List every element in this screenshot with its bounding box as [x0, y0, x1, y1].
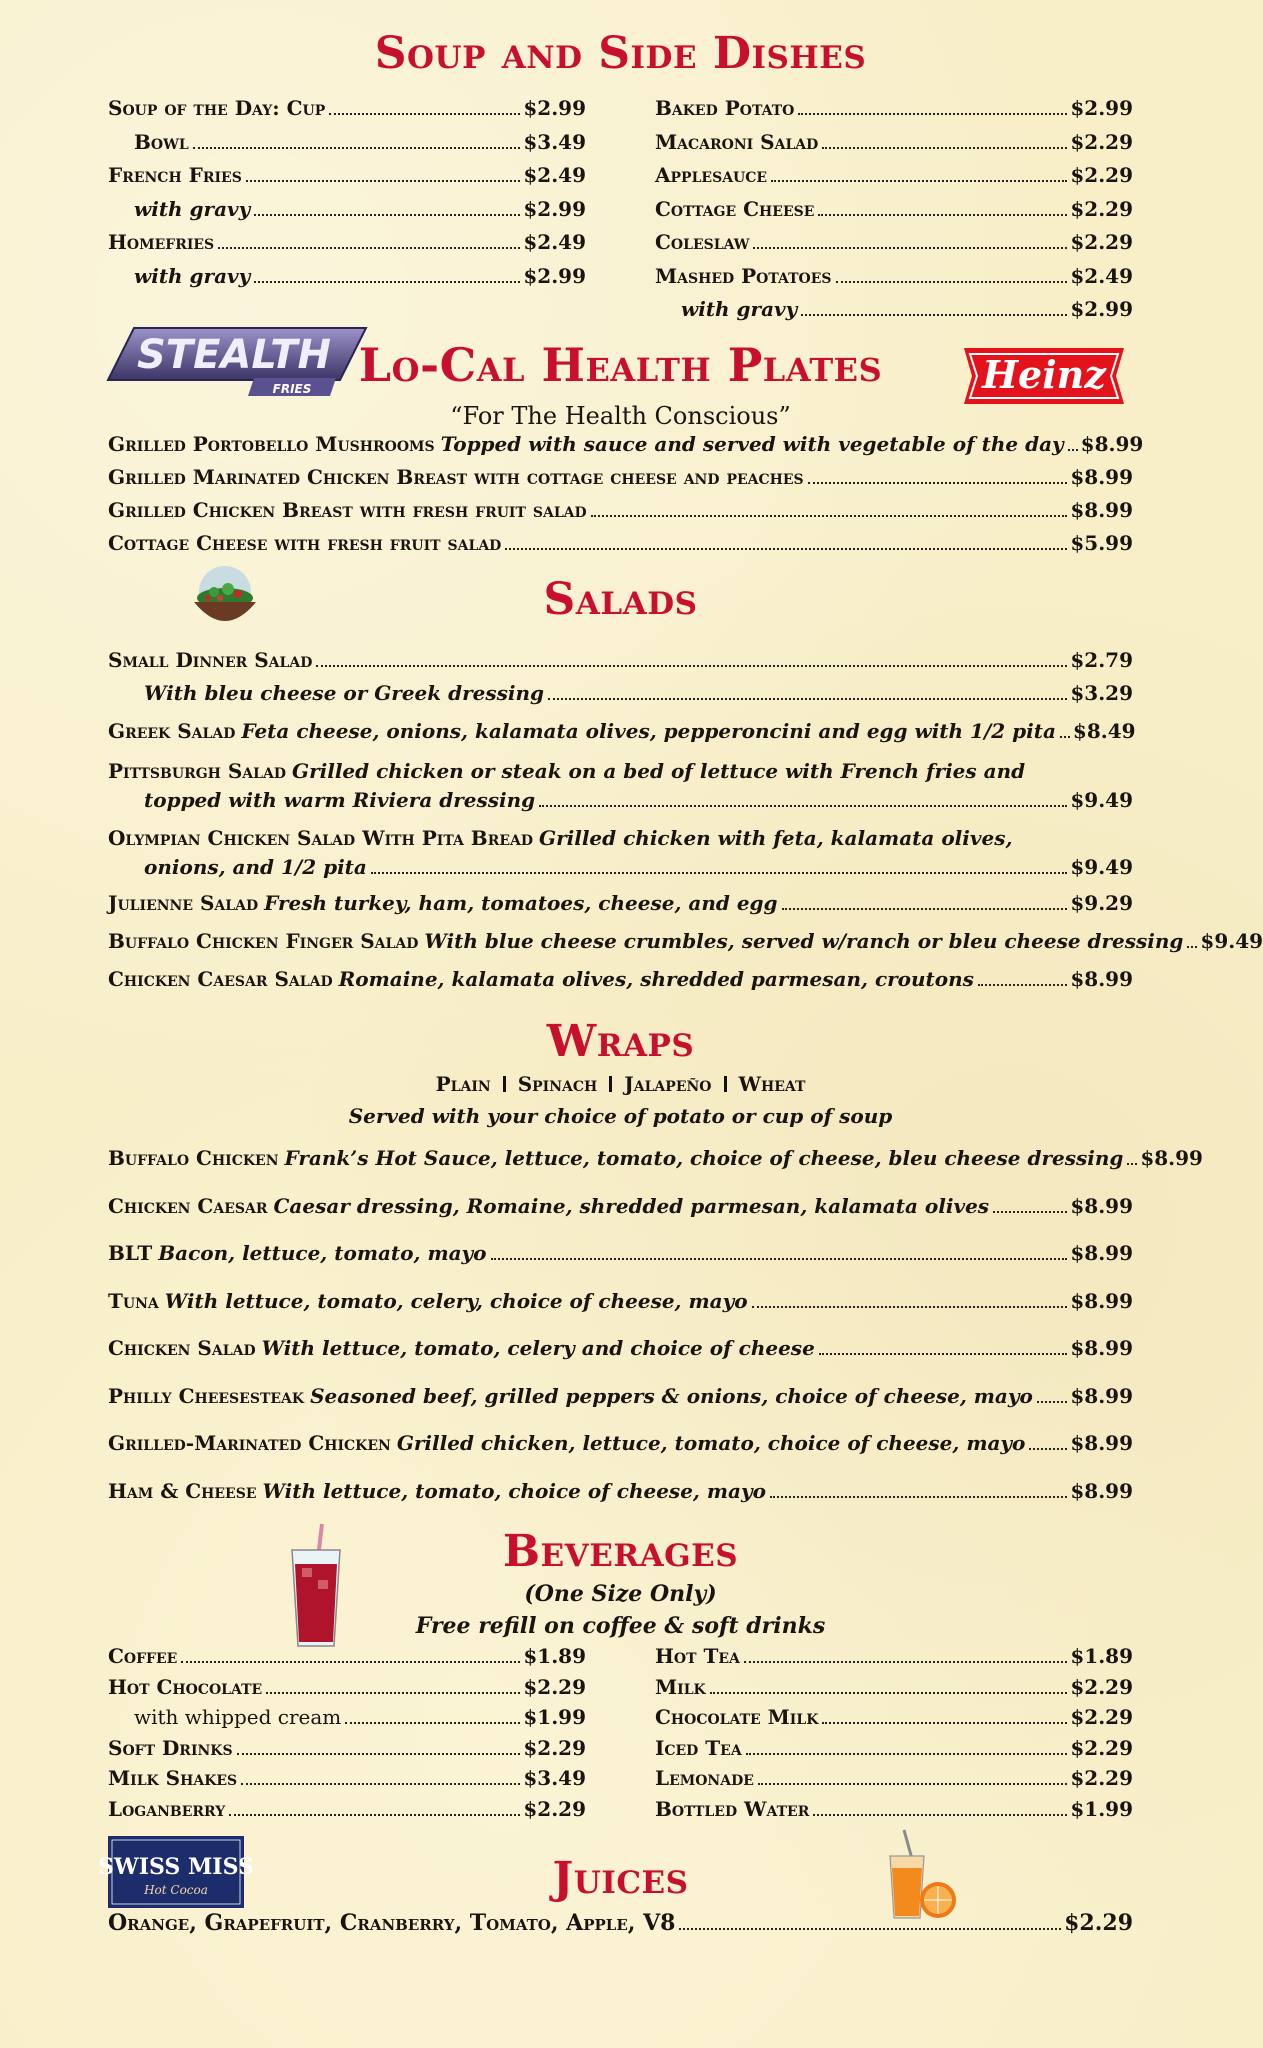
leader-dots: [246, 180, 521, 182]
leader-dots: [808, 482, 1068, 484]
menu-item-price: $8.99: [1070, 1288, 1133, 1313]
menu-item-name: Baked Potato: [655, 96, 795, 120]
option-separator: [609, 1076, 612, 1092]
menu-item-price: $2.29: [1070, 196, 1133, 221]
menu-item-price: $8.99: [1070, 465, 1133, 489]
leader-dots: [1068, 449, 1078, 451]
leader-dots: [237, 1753, 521, 1755]
menu-item-price: $8.99: [1070, 1336, 1133, 1360]
menu-item-name: Cottage Cheese: [655, 196, 815, 221]
menu-item-price: $2.29: [523, 1674, 586, 1699]
menu-item-price: $1.99: [523, 1705, 586, 1729]
menu-item-price: $2.99: [1070, 297, 1133, 321]
menu-item-price: $2.29: [1070, 230, 1133, 254]
menu-item: [655, 1766, 1133, 1797]
leader-dots: [770, 1496, 1067, 1498]
menu-item-name: Milk: [655, 1674, 706, 1699]
menu-item-price: $2.99: [523, 196, 586, 221]
menu-item-description: Bacon, lettuce, tomato, mayo: [158, 1241, 487, 1265]
menu-item: [655, 297, 1133, 331]
menu-item-price: $8.99: [1080, 432, 1144, 456]
leader-dots: [771, 180, 1067, 182]
menu-item-description: Grilled chicken, lettuce, tomato, choice of cheese, mayo: [396, 1431, 1026, 1455]
menu-item-price: $2.99: [523, 96, 586, 120]
menu-item-price: $2.29: [1070, 1766, 1133, 1790]
wrap-option: Spinach: [517, 1072, 598, 1096]
menu-item: [108, 1736, 586, 1767]
leader-dots: [193, 147, 521, 149]
menu-item: [108, 1289, 1133, 1337]
menu-item: [108, 465, 1133, 498]
swiss-miss-brand: SWISS MISS: [98, 1854, 254, 1880]
leader-dots: [241, 1783, 520, 1785]
menu-item: [108, 1146, 1203, 1194]
soup-columns: [108, 96, 1133, 331]
menu-item-price: $2.29: [1070, 163, 1133, 187]
beverages-columns: [108, 1644, 1133, 1827]
wrap-option: Jalapeño: [624, 1072, 712, 1096]
menu-item-name: Chicken Caesar: [108, 1193, 268, 1218]
heinz-logo-text: Heinz: [982, 352, 1106, 397]
menu-item: [108, 1797, 586, 1828]
menu-item-name: Grilled Chicken Breast with fresh fruit salad: [108, 498, 587, 522]
menu-item-name: with gravy: [134, 196, 251, 221]
menu-item-price: $8.99: [1070, 1478, 1133, 1503]
menu-item: [655, 264, 1133, 298]
menu-item: [108, 264, 586, 298]
wraps-section-title: Wraps: [546, 1016, 695, 1067]
leader-dots: [753, 247, 1067, 249]
swiss-miss-sub: Hot Cocoa: [144, 1883, 208, 1897]
leader-dots: [229, 1814, 520, 1816]
leader-dots: [801, 314, 1067, 316]
menu-item: [108, 197, 586, 231]
menu-item-description: With lettuce, tomato, celery and choice of cheese: [261, 1336, 815, 1360]
leader-dots: [798, 113, 1067, 115]
wrap-options: [108, 1072, 1133, 1096]
orange-juice-image: [868, 1826, 964, 1922]
menu-item-price: $1.89: [1070, 1644, 1133, 1668]
leader-dots: [818, 214, 1067, 216]
menu-item-description: Seasoned beef, grilled peppers & onions, choice of cheese, mayo: [310, 1383, 1033, 1408]
leader-dots: [710, 1692, 1068, 1694]
soup-right-column: [655, 96, 1133, 331]
menu-item-description: Caesar dressing, Romaine, shredded parmesan, kalamata olives: [273, 1193, 990, 1218]
menu-item-price: $2.99: [1070, 96, 1133, 120]
salad-olympian: Olympian Chicken Salad With Pita Bread Grilled chicken with feta, kalamata olives, onions, and 1/2 pita $9.49: [108, 826, 1133, 879]
menu-item: [655, 1797, 1133, 1828]
menu-item-price: $2.29: [1070, 1674, 1133, 1699]
leader-dots: [218, 247, 520, 249]
menu-item-name: Buffalo Chicken: [108, 1146, 279, 1170]
menu-item: [108, 1194, 1133, 1242]
juices-row: [108, 1910, 1133, 1943]
menu-item: [108, 130, 586, 164]
menu-item-price: $1.99: [1070, 1796, 1133, 1821]
menu-item-price: $8.99: [1070, 498, 1133, 522]
menu-item-price: $2.29: [523, 1796, 586, 1821]
salad-small-dressing: With bleu cheese or Greek dressing $3.29: [144, 681, 1133, 705]
beverages-left-column: [108, 1644, 586, 1827]
menu-item-price: $8.99: [1070, 1193, 1133, 1218]
beverages-section-title: Beverages: [502, 1526, 739, 1577]
beverages-note-size: (One Size Only): [524, 1581, 717, 1607]
menu-item-name: Tuna: [108, 1288, 159, 1313]
menu-item: [108, 230, 586, 264]
locall-tagline: “For The Health Conscious”: [450, 402, 791, 430]
leader-dots: [752, 1306, 1068, 1308]
menu-item-price: $2.99: [523, 263, 586, 288]
menu-item-name: Coleslaw: [655, 230, 750, 254]
salad-small: Small Dinner Salad $2.79: [108, 648, 1133, 672]
menu-item-price: $8.99: [1140, 1146, 1203, 1170]
menu-item: [655, 96, 1133, 130]
wrap-option: Plain: [435, 1072, 491, 1096]
menu-item: [655, 1705, 1133, 1736]
salad-julienne: Julienne Salad Fresh turkey, ham, tomatoes, cheese, and egg $9.29: [108, 891, 1133, 915]
leader-dots: [254, 281, 520, 283]
salad-greek: Greek Salad Feta cheese, onions, kalamata olives, pepperoncini and egg with 1/2 pita $8.49: [108, 719, 1136, 743]
menu-item-name: Homefries: [108, 230, 215, 254]
menu-item-name: Soup of the Day: Cup: [108, 96, 326, 120]
leader-dots: [591, 515, 1068, 517]
menu-item-name: Soft Drinks: [108, 1735, 233, 1760]
leader-dots: [345, 1722, 520, 1724]
salad-buffalo: Buffalo Chicken Finger Salad With blue cheese crumbles, served w/ranch or bleu cheese dressing $9.49: [108, 929, 1263, 953]
beverages-right-column: [655, 1644, 1133, 1827]
juices-price: $2.29: [1064, 1910, 1133, 1936]
menu-item-name: French Fries: [108, 163, 242, 187]
menu-item-name: Mashed Potatoes: [655, 263, 832, 288]
menu-item-price: $2.49: [1070, 263, 1133, 288]
menu-item: [108, 1705, 586, 1736]
menu-item: [108, 1479, 1133, 1527]
menu-item-price: $8.99: [1070, 1241, 1133, 1265]
menu-item-name: Bowl: [134, 129, 189, 154]
menu-item: [655, 230, 1133, 264]
menu-item-price: $2.29: [523, 1735, 586, 1760]
leader-dots: [822, 1722, 1067, 1724]
wraps-list: [108, 1146, 1203, 1526]
option-separator: [724, 1076, 727, 1092]
menu-item-price: $2.29: [1070, 1735, 1133, 1760]
menu-item: [655, 1675, 1133, 1706]
stealth-logo-subtext: FRIES: [272, 382, 312, 396]
menu-item-price: $2.49: [523, 230, 586, 254]
leader-dots: [491, 1258, 1068, 1260]
leader-dots: [1127, 1163, 1137, 1165]
salad-caesar: Chicken Caesar Salad Romaine, kalamata olives, shredded parmesan, croutons $8.99: [108, 967, 1133, 991]
soup-section-title: Soup and Side Dishes: [374, 28, 867, 79]
juices-section-title: Juices: [552, 1853, 689, 1904]
menu-item: [655, 1736, 1133, 1767]
menu-item-name: Grilled Marinated Chicken Breast with cottage cheese and peaches: [108, 465, 804, 489]
menu-item-name: with whipped cream: [134, 1705, 342, 1729]
menu-item-price: $2.29: [1070, 1705, 1133, 1729]
menu-item-price: $1.89: [523, 1644, 586, 1668]
menu-item-price: $3.49: [523, 1766, 586, 1790]
leader-dots: [819, 1353, 1068, 1355]
menu-item-name: Hot Tea: [655, 1644, 740, 1668]
leader-dots: [993, 1211, 1067, 1213]
leader-dots: [836, 281, 1068, 283]
menu-item-price: $8.99: [1070, 1431, 1133, 1455]
menu-item: [108, 1431, 1133, 1479]
menu-item-description: Frank’s Hot Sauce, lettuce, tomato, choice of cheese, bleu cheese dressing: [284, 1146, 1124, 1170]
leader-dots: [813, 1814, 1067, 1816]
leader-dots: [266, 1692, 520, 1694]
menu-item-name: Hot Chocolate: [108, 1674, 263, 1699]
menu-item: [108, 1675, 586, 1706]
menu-item-price: $3.49: [523, 129, 586, 154]
menu-item-name: Ham & Cheese: [108, 1478, 257, 1503]
menu-item: [655, 1644, 1133, 1675]
menu-item-name: Chocolate Milk: [655, 1705, 819, 1729]
salads-list: [108, 648, 1263, 1005]
menu-item: [655, 197, 1133, 231]
menu-item: [108, 1766, 586, 1797]
menu-item-name: Bottled Water: [655, 1796, 810, 1821]
menu-item-description: With lettuce, tomato, choice of cheese, mayo: [262, 1478, 766, 1503]
leader-dots: [1037, 1401, 1068, 1403]
menu-item-name: Grilled Portobello Mushrooms: [108, 432, 435, 456]
soup-left-column: [108, 96, 586, 331]
leader-dots: [822, 147, 1067, 149]
menu-item: [108, 531, 1133, 564]
menu-item: [108, 1384, 1133, 1432]
menu-item-name: Macaroni Salad: [655, 129, 819, 154]
menu-item: [108, 1241, 1133, 1289]
menu-item: [108, 432, 1144, 465]
leader-dots: [1029, 1448, 1067, 1450]
leader-dots: [329, 113, 520, 115]
menu-item-name: Applesauce: [655, 163, 768, 187]
menu-item-name: with gravy: [681, 297, 798, 321]
leader-dots: [746, 1753, 1068, 1755]
menu-item-price: $5.99: [1070, 531, 1133, 555]
salads-section-title: Salads: [543, 574, 698, 625]
salad-pittsburgh: Pittsburgh Salad Grilled chicken or steak on a bed of lettuce with French fries and topped with warm Riviera dressing $9.49: [108, 759, 1133, 812]
leader-dots: [744, 1661, 1067, 1663]
menu-item-description: Topped with sauce and served with vegetable of the day: [440, 432, 1064, 456]
menu-item: [655, 130, 1133, 164]
menu-item-name: Loganberry: [108, 1796, 226, 1821]
leader-dots: [254, 214, 520, 216]
menu-item: [108, 163, 586, 197]
menu-item-name: Lemonade: [655, 1766, 754, 1790]
beverages-note-refill: Free refill on coffee & soft drinks: [415, 1613, 826, 1639]
locall-items: [108, 432, 1144, 564]
leader-dots: [181, 1661, 520, 1663]
leader-dots: [758, 1783, 1067, 1785]
menu-item-name: Cottage Cheese with fresh fruit salad: [108, 531, 502, 555]
option-separator: [503, 1076, 506, 1092]
menu-item: [108, 96, 586, 130]
juices-list: Orange, Grapefruit, Cranberry, Tomato, Apple, V8: [108, 1910, 676, 1936]
menu-item: [655, 163, 1133, 197]
locall-section-title: Lo-Cal Health Plates: [358, 338, 883, 392]
menu-item-name: Iced Tea: [655, 1735, 742, 1760]
menu-item: [108, 498, 1133, 531]
menu-item-name: BLT: [108, 1241, 153, 1265]
menu-item-price: $2.49: [523, 163, 586, 187]
menu-item-price: $2.29: [1070, 129, 1133, 154]
menu-item: [108, 1644, 586, 1675]
menu-item-name: Grilled-Marinated Chicken: [108, 1431, 391, 1455]
menu-item-name: with gravy: [134, 263, 251, 288]
menu-item: [108, 1336, 1133, 1384]
wraps-note: Served with your choice of potato or cup of soup: [348, 1104, 893, 1128]
leader-dots: [505, 548, 1067, 550]
menu-item-name: Chicken Salad: [108, 1336, 256, 1360]
wrap-option: Wheat: [738, 1072, 806, 1096]
menu-item-price: $8.99: [1070, 1383, 1133, 1408]
menu-item-description: With lettuce, tomato, celery, choice of cheese, mayo: [164, 1288, 748, 1313]
stealth-logo-text: STEALTH: [136, 332, 332, 378]
menu-item-name: Coffee: [108, 1644, 178, 1668]
menu-item-name: Milk Shakes: [108, 1766, 238, 1790]
menu-item-name: Philly Cheesesteak: [108, 1383, 305, 1408]
